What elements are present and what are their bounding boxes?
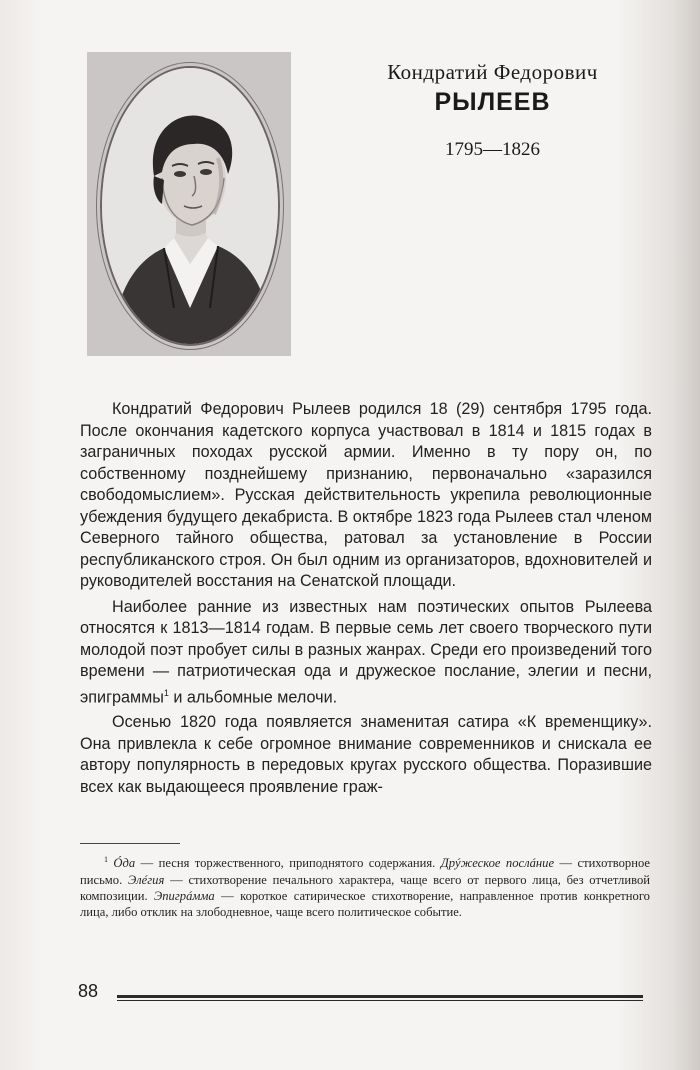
paragraph-early-works: [80, 597, 652, 709]
page-number: 88: [78, 981, 99, 1001]
term-poslanie: Дрýжеское послáние: [440, 856, 555, 871]
article-body: [80, 399, 652, 802]
author-surname: РЫЛЕЕВ: [434, 88, 551, 116]
author-first-names: Кондратий Федорович: [387, 60, 598, 84]
definition-oda: — песня торжественного, приподнятого содержания.: [135, 856, 441, 871]
term-oda: Óда: [113, 856, 136, 871]
portrait-drawing: [102, 68, 278, 344]
footnote-reference[interactable]: 1: [163, 687, 169, 698]
definition-epigramma: — короткое сатирическое стихотворение, направленное против конкретного лица, либо отклик на злободневное, чаще всего политическое событие.: [80, 889, 650, 920]
paragraph-early-works-end: и альбомные мелочи.: [168, 687, 338, 706]
footnote-marker: 1: [104, 855, 108, 864]
term-epigramma: Эпигрáмма: [154, 889, 215, 903]
footnote: [80, 852, 650, 921]
definition-elegiya: — стихотворение печального характера, чаще всего от первого лица, без отчетливой композиции.: [80, 872, 650, 903]
paragraph-biography: Кондратий Федорович Рылеев родился 18 (29) сентября 1795 года. После окончания кадетского корпуса участвовал в 1814 и 1815 годах в заграничных походах русской армии. Именно в ту пору он, по собственному позднейшему признанию, первоначально «заразился свободомыслием». Русская действительность укрепила революционные убеждения будущего декабриста. В октябре 1823 года Рылеев стал членом Северного тайного общества, ратовал за установление в России республиканского строя. Он был одним из организаторов, вдохновителей и руководителей восстания на Сенатской площади.: [80, 400, 652, 590]
author-life-years: 1795—1826: [445, 139, 540, 160]
term-elegiya: Элéгия: [128, 872, 165, 887]
definition-poslanie: — стихотворное письмо.: [80, 856, 650, 887]
portrait-image: [100, 66, 280, 346]
footnote-divider: [80, 843, 180, 844]
paragraph-early-works-text: Наиболее ранние из известных нам поэтических опытов Рылеева относятся к 1813—1814 годам. В первые семь лет своего творческого пути молодой поэт пробует силы в разных жанрах. Среди его произведений того времени — патриотическая ода и дружеское послание, элегии и песни, эпиграммы: [80, 597, 652, 706]
paragraph-satire: Осенью 1820 года появляется знаменитая сатира «К временщику». Она привлекла к себе огромное внимание современников и снискала ее автору популярность в передовых кругах русского общества. Поразившие всех как выдающееся проявление граж-: [80, 713, 652, 796]
page-footer-rule: [117, 995, 643, 998]
portrait-frame: [87, 52, 291, 356]
